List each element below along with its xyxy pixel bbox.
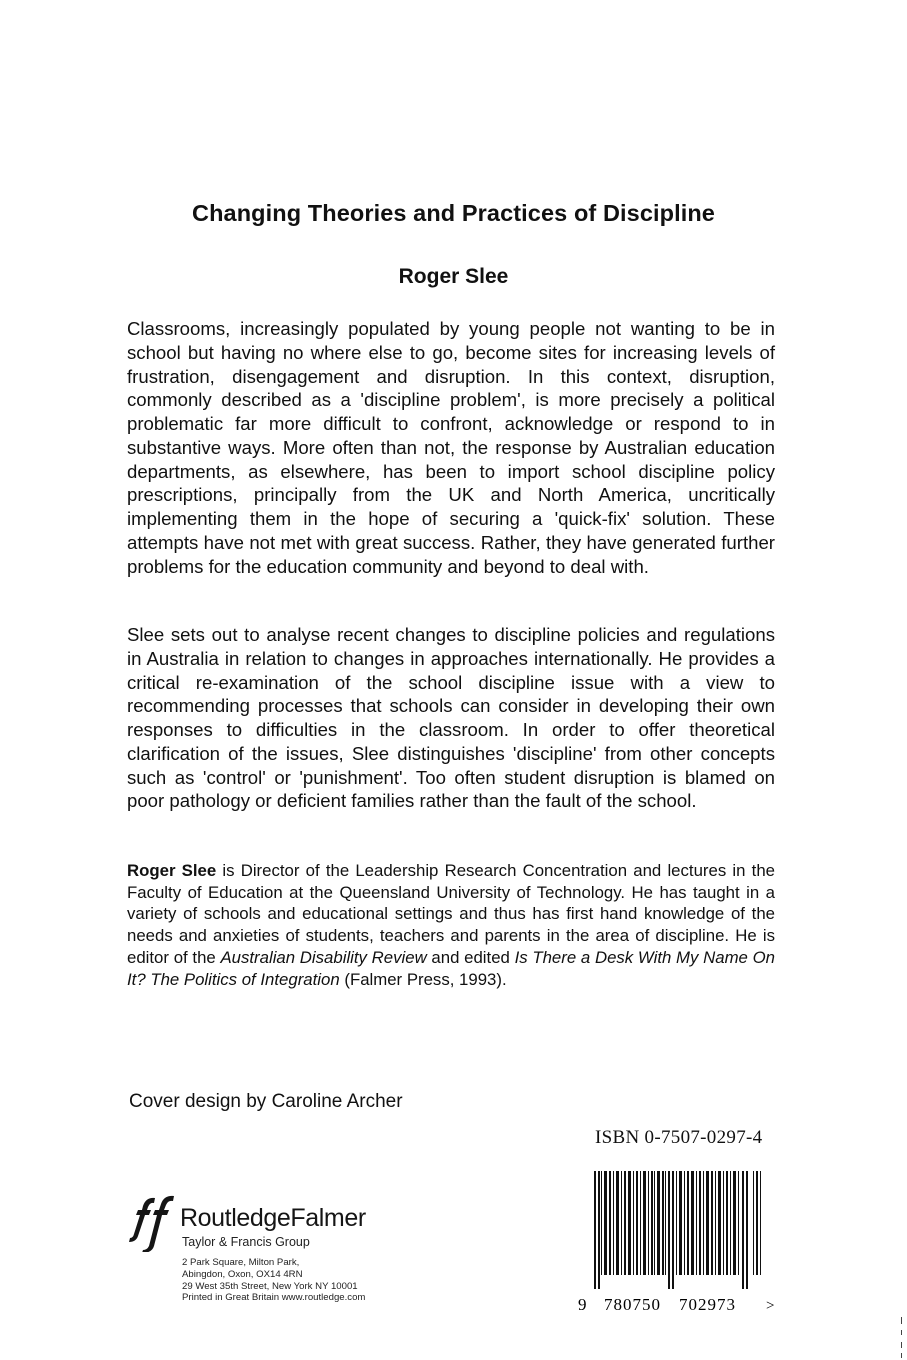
address-line: 2 Park Square, Milton Park, bbox=[182, 1257, 300, 1268]
barcode-digit-first: 9 bbox=[578, 1295, 587, 1314]
blurb-paragraph-2: Slee sets out to analyse recent changes to discipline policies and regulations in Australia in relation to changes in approaches internationally. He provides a critical re-examination of the school discipline issue with a view to recommending processes that schools can consider in developing their own responses to difficulties in the classroom. In order to offer theoretical clarification of the issues, Slee distinguishes 'discipline' from other concepts such as 'control' or 'punishment'. Too often student disruption is blamed on poor pathology or deficient families rather than the fault of the school. bbox=[127, 624, 775, 812]
barcode-digits-right: 702973 bbox=[679, 1295, 736, 1314]
bio-text-1: is Director of the Leadership Research Concentration and lectures in the Faculty of Education at the Queensland University of Technology. He has taught in a variety of schools and educational settings and thus has first hand knowledge of the needs and anxieties of students, teachers and parents in the area of discipline. He is editor of the bbox=[127, 861, 775, 967]
trim-marks bbox=[900, 1315, 904, 1360]
book-author: Roger Slee bbox=[398, 265, 509, 288]
author-bio bbox=[127, 860, 775, 990]
publisher-address bbox=[182, 1257, 365, 1304]
address-line: 29 West 35th Street, New York NY 10001 bbox=[182, 1280, 358, 1292]
bio-text-2: and edited bbox=[426, 947, 515, 967]
publisher-name: RoutledgeFalmer bbox=[180, 1204, 366, 1232]
bio-journal-title: Australian Disability Review bbox=[220, 947, 427, 967]
bio-text-3: (Falmer Press, 1993). bbox=[339, 969, 507, 989]
isbn-number: ISBN 0-7507-0297-4 bbox=[595, 1127, 763, 1148]
barcode-bars bbox=[594, 1171, 761, 1289]
bio-edited-book-title: Is There a Desk With My Name On It? The Politics of Integration bbox=[127, 947, 775, 989]
publisher-group: Taylor & Francis Group bbox=[182, 1235, 310, 1249]
address-line: Printed in Great Britain www.routledge.com bbox=[182, 1292, 366, 1304]
barcode-digits-left: 780750 bbox=[604, 1295, 661, 1314]
routledgefalmer-logo-icon bbox=[128, 1192, 178, 1252]
barcode-end-mark: > bbox=[766, 1298, 775, 1314]
bio-author-name: Roger Slee bbox=[127, 861, 217, 880]
barcode bbox=[576, 1166, 786, 1316]
address-line: Abingdon, Oxon, OX14 4RN bbox=[182, 1268, 303, 1280]
book-title: Changing Theories and Practices of Discipline bbox=[192, 200, 715, 226]
blurb-paragraph-1: Classrooms, increasingly populated by young people not wanting to be in school but having no where else to go, become sites for increasing levels of frustration, disengagement and disruption. In this context, disruption, commonly described as a 'discipline problem', is more precisely a political problematic far more difficult to confront, acknowledge or respond to in substantive ways. More often than not, the response by Australian education departments, as elsewhere, has been to import school discipline policy prescriptions, principally from the UK and North America, uncritically implementing them in the hope of securing a 'quick-fix' solution. These attempts have not met with great success. Rather, they have generated further problems for the education community and beyond to deal with. bbox=[127, 318, 775, 577]
cover-design-credit: Cover design by Caroline Archer bbox=[129, 1091, 403, 1112]
